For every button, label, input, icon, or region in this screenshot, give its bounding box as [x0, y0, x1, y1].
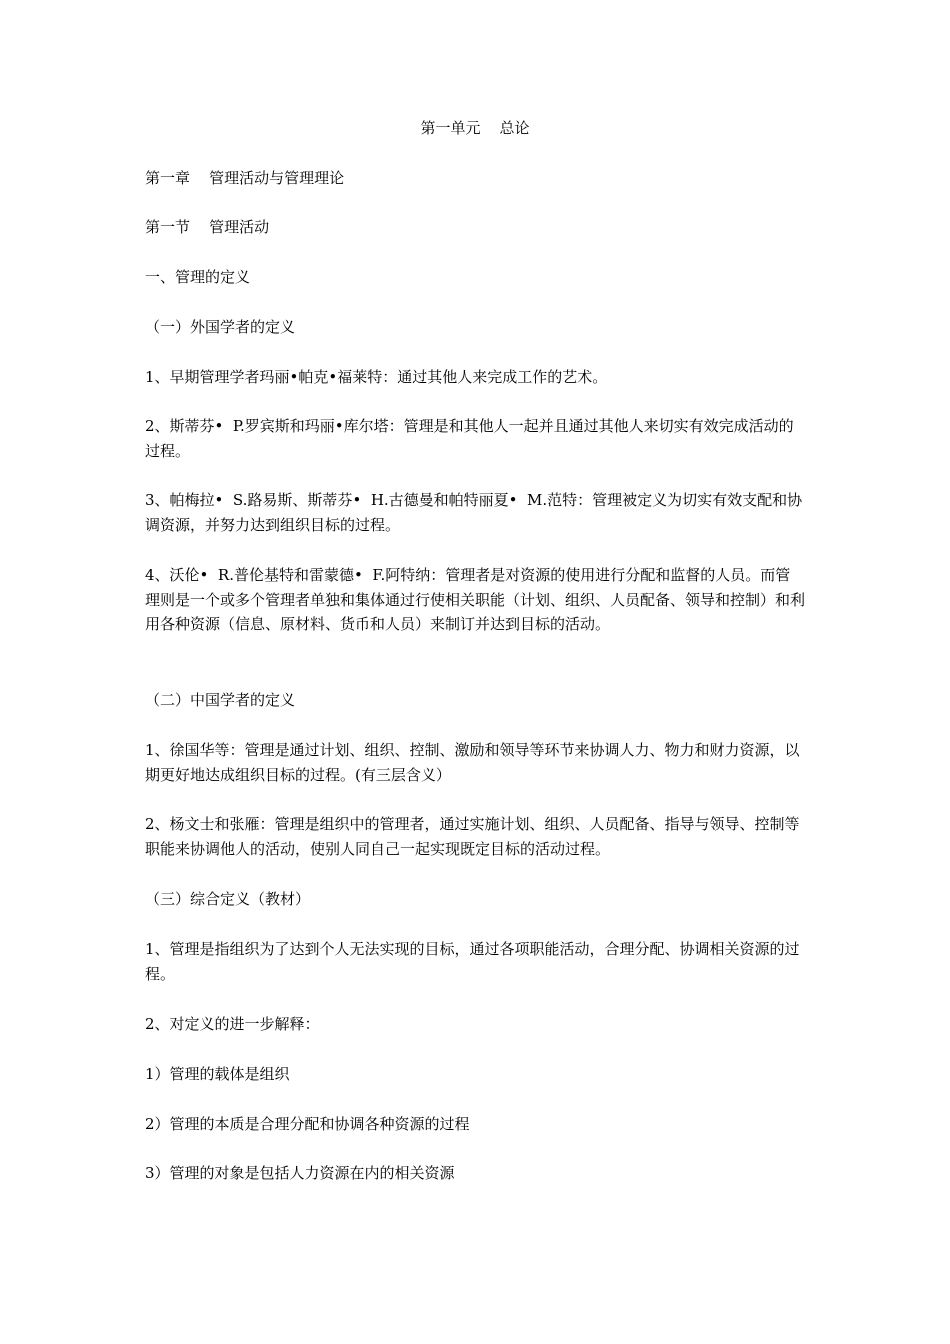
paragraph: 2、对定义的进一步解释： — [145, 1015, 320, 1033]
subsubsection-heading: （二）中国学者的定义 — [145, 691, 296, 709]
subsubsection-heading: （三）综合定义（教材） — [145, 890, 311, 908]
section-heading: 第一节 管理活动 — [145, 218, 270, 236]
subsection-heading: 一、管理的定义 — [145, 268, 251, 286]
paragraph: 2、斯蒂芬• P.罗宾斯和玛丽•库尔塔：管理是和其他人一起并且通过其他人来切实有效完成活动的过程。 — [145, 417, 794, 460]
page-title: 第一单元 总论 — [420, 119, 530, 137]
chapter-heading: 第一章 管理活动与管理理论 — [145, 169, 345, 187]
paragraph: 1、管理是指组织为了达到个人无法实现的目标，通过各项职能活动，合理分配、协调相关资源的过程。 — [145, 940, 800, 983]
list-item: 1）管理的载体是组织 — [145, 1065, 290, 1083]
paragraph: 1、早期管理学者玛丽•帕克•福莱特：通过其他人来完成工作的艺术。 — [145, 368, 608, 386]
paragraph: 3、帕梅拉• S.路易斯、斯蒂芬• H.古德曼和帕特丽夏• M.范特：管理被定义为切实有效支配和协调资源，并努力达到组织目标的过程。 — [145, 491, 803, 534]
subsubsection-heading: （一）外国学者的定义 — [145, 318, 296, 336]
paragraph: 4、沃伦• R.普伦基特和雷蒙德• F.阿特纳：管理者是对资源的使用进行分配和监督的人员。而管理则是一个或多个管理者单独和集体通过行使相关职能（计划、组织、人员配备、领导和控制）和利用各种资源（信息、原材料、货币和人员）来制订并达到目标的活动。 — [145, 566, 806, 633]
list-item: 2）管理的本质是合理分配和协调各种资源的过程 — [145, 1115, 470, 1133]
paragraph: 1、徐国华等：管理是通过计划、组织、控制、激励和领导等环节来协调人力、物力和财力资源，以期更好地达成组织目标的过程。(有三层含义） — [145, 741, 800, 784]
list-item: 3）管理的对象是包括人力资源在内的相关资源 — [145, 1164, 455, 1182]
paragraph: 2、杨文士和张雁：管理是组织中的管理者，通过实施计划、组织、人员配备、指导与领导、控制等职能来协调他人的活动，使别人同自己一起实现既定目标的活动过程。 — [145, 815, 800, 858]
